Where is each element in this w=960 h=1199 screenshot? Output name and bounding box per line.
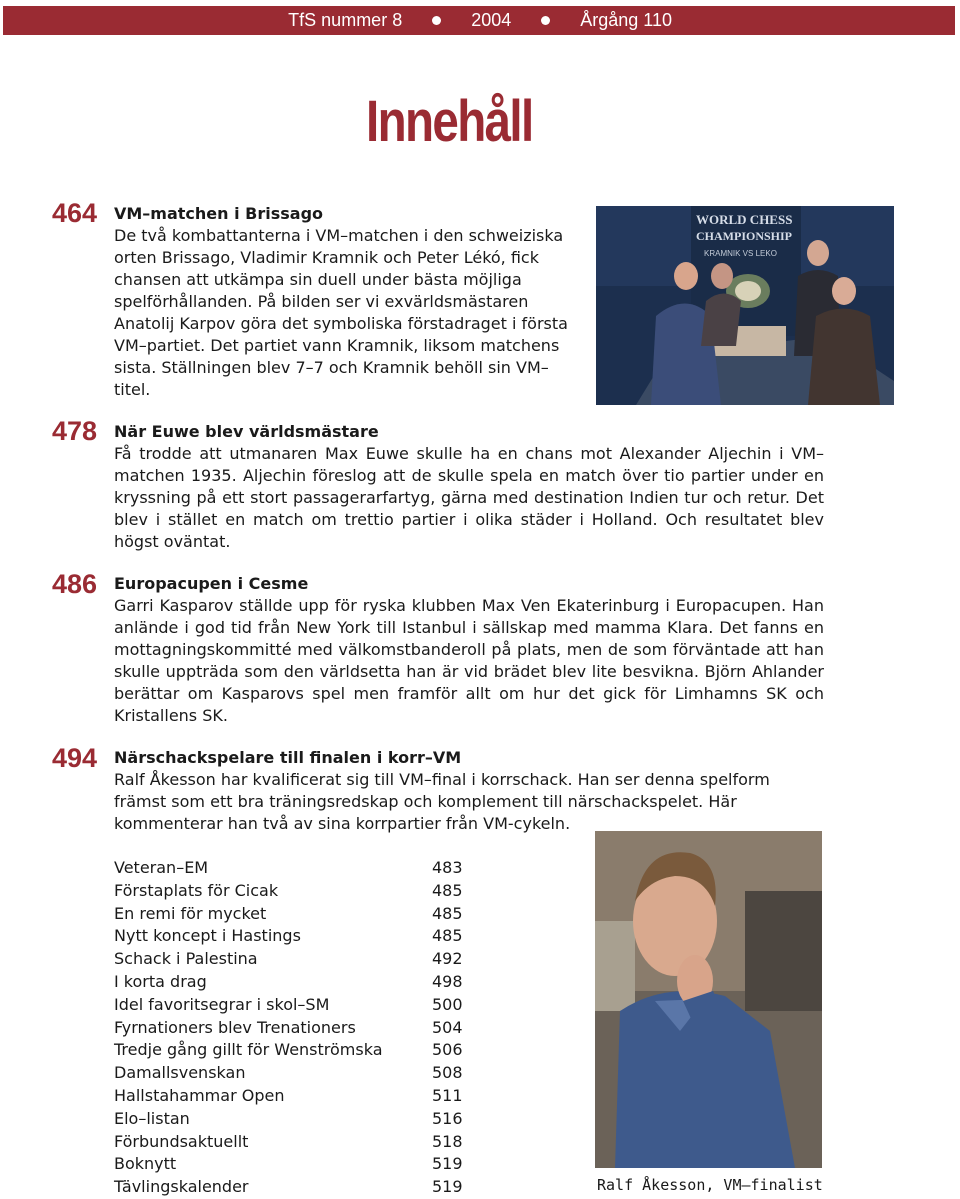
bullet-icon	[541, 16, 550, 25]
toc-title: Hallstahammar Open	[114, 1085, 285, 1105]
toc-page: 511	[432, 1085, 463, 1105]
volume-label: Årgång 110	[580, 10, 672, 30]
article-body: De två kombattanterna i VM–matchen i den schweiziska orten Brissago, Vladimir Kramnik och Peter Lékó, fick chansen att utkämpa sin duell under bästa möjliga spelförhållanden. På bilden ser vi exvärldsmästaren Anatolij Karpov göra det symboliska förstadraget i första VM–partiet. Det partiet vann Kramnik, liksom matchens sista. Ställningen blev 7–7 och Kramnik behöll sin VM–titel.	[114, 226, 568, 399]
photo-banner-text: WORLD CHESS	[696, 212, 793, 227]
article-body: Få trodde att utmanaren Max Euwe skulle ha en chans mot Alexander Aljechin i VM–matchen 1935. Aljechin föreslog att de skulle spela en match över tio partier under en kryssning på ett stort passagerarfartyg, gärna med destination Indien tur och retur. Det blev i stället en match om trettio partier i olika städer i Holland. Och resultatet blev högst oväntat.	[114, 444, 824, 551]
article-title: När Euwe blev världsmästare	[114, 422, 379, 441]
toc-item[interactable]	[114, 903, 474, 926]
article-title: Europacupen i Cesme	[114, 574, 309, 593]
toc-page: 498	[432, 971, 463, 991]
toc-item[interactable]	[114, 1131, 474, 1154]
toc-item[interactable]	[114, 857, 474, 880]
toc-title: Förstaplats för Cicak	[114, 880, 279, 900]
article-item[interactable]	[114, 573, 824, 727]
bullet-icon	[432, 16, 441, 25]
toc-item[interactable]	[114, 994, 474, 1017]
toc-title: Förbundsaktuellt	[114, 1131, 249, 1151]
toc-page: 485	[432, 903, 463, 923]
toc-title: Damallsvenskan	[114, 1063, 246, 1083]
article-body: Garri Kasparov ställde upp för ryska klubben Max Ven Ekaterinburg i Europacupen. Han anlände i god tid från New York till Istanbul i sällskap med mamma Klara. Det fanns en mottagningskommitté med välkomstbanderoll på plats, men de som förväntade att han skulle uppträda som den världsetta han är vid brädet blev lite besvikna. Björn Ahlander berättar om Kasparovs spel men framför allt om hur det gick för Limhamns SK och Kristallens SK.	[114, 596, 824, 725]
toc-page: 504	[432, 1017, 463, 1037]
toc-title: Tävlingskalender	[114, 1177, 249, 1197]
toc-item[interactable]	[114, 1085, 474, 1108]
article-title: Närschackspelare till finalen i korr–VM	[114, 748, 462, 767]
toc-item[interactable]	[114, 1176, 474, 1199]
toc-page: 485	[432, 926, 463, 946]
photo-banner-text: KRAMNIK VS LEKO	[704, 249, 777, 258]
toc-page: 516	[432, 1108, 463, 1128]
article-page-number: 478	[52, 416, 98, 446]
header-banner	[3, 6, 955, 35]
article-item[interactable]	[114, 203, 576, 401]
toc-title: Tredje gång gillt för Wenströmska	[114, 1040, 383, 1060]
toc-item[interactable]	[114, 971, 474, 994]
portrait-photo	[595, 831, 822, 1168]
toc-page: 519	[432, 1177, 463, 1197]
toc-title: Veteran–EM	[114, 858, 209, 877]
toc-page: 483	[432, 858, 463, 877]
toc-title: Boknytt	[114, 1154, 177, 1174]
article-page-number: 494	[52, 743, 98, 773]
article-item[interactable]	[114, 747, 824, 835]
article-page-number: 464	[52, 198, 98, 228]
toc-list	[114, 857, 474, 1199]
article-title: VM–matchen i Brissago	[114, 204, 324, 223]
toc-page: 485	[432, 880, 463, 900]
toc-item[interactable]	[114, 948, 474, 971]
toc-item[interactable]	[114, 880, 474, 903]
portrait-photo-image	[595, 831, 822, 1168]
toc-title: Elo–listan	[114, 1108, 190, 1128]
toc-item[interactable]	[114, 1153, 474, 1176]
toc-title: Schack i Palestina	[114, 949, 258, 969]
photo-banner-text: CHAMPIONSHIP	[696, 229, 792, 243]
toc-item[interactable]	[114, 925, 474, 948]
toc-page: 518	[432, 1131, 463, 1151]
toc-item[interactable]	[114, 1108, 474, 1131]
toc-title: Nytt koncept i Hastings	[114, 926, 301, 946]
toc-item[interactable]	[114, 1062, 474, 1085]
toc-item[interactable]	[114, 1039, 474, 1062]
toc-page: 492	[432, 949, 463, 969]
championship-photo-image	[596, 206, 894, 405]
toc-title: Fyrnationers blev Trenationers	[114, 1017, 356, 1037]
article-item[interactable]	[114, 421, 824, 553]
toc-page: 506	[432, 1040, 463, 1060]
article-body: Ralf Åkesson har kvalificerat sig till VM–final i korrschack. Han ser denna spelform främst som ett bra träningsredskap och komplement till närschackspelet. Här kommenterar han två av sina korrpartier från VM-cykeln.	[114, 770, 770, 833]
year-label: 2004	[471, 10, 512, 30]
toc-title: En remi för mycket	[114, 903, 267, 923]
toc-item[interactable]	[114, 1017, 474, 1040]
toc-page: 500	[432, 994, 463, 1014]
toc-page: 519	[432, 1154, 463, 1174]
toc-page: 508	[432, 1063, 463, 1083]
issue-label: TfS nummer 8	[288, 10, 403, 30]
article-page-number: 486	[52, 569, 98, 599]
toc-title: Idel favoritsegrar i skol–SM	[114, 994, 330, 1014]
photo-caption: Ralf Åkesson, VM–finalist	[597, 1176, 823, 1194]
page-title: Innehåll	[366, 89, 533, 154]
championship-photo	[596, 206, 894, 405]
toc-title: I korta drag	[114, 971, 207, 991]
